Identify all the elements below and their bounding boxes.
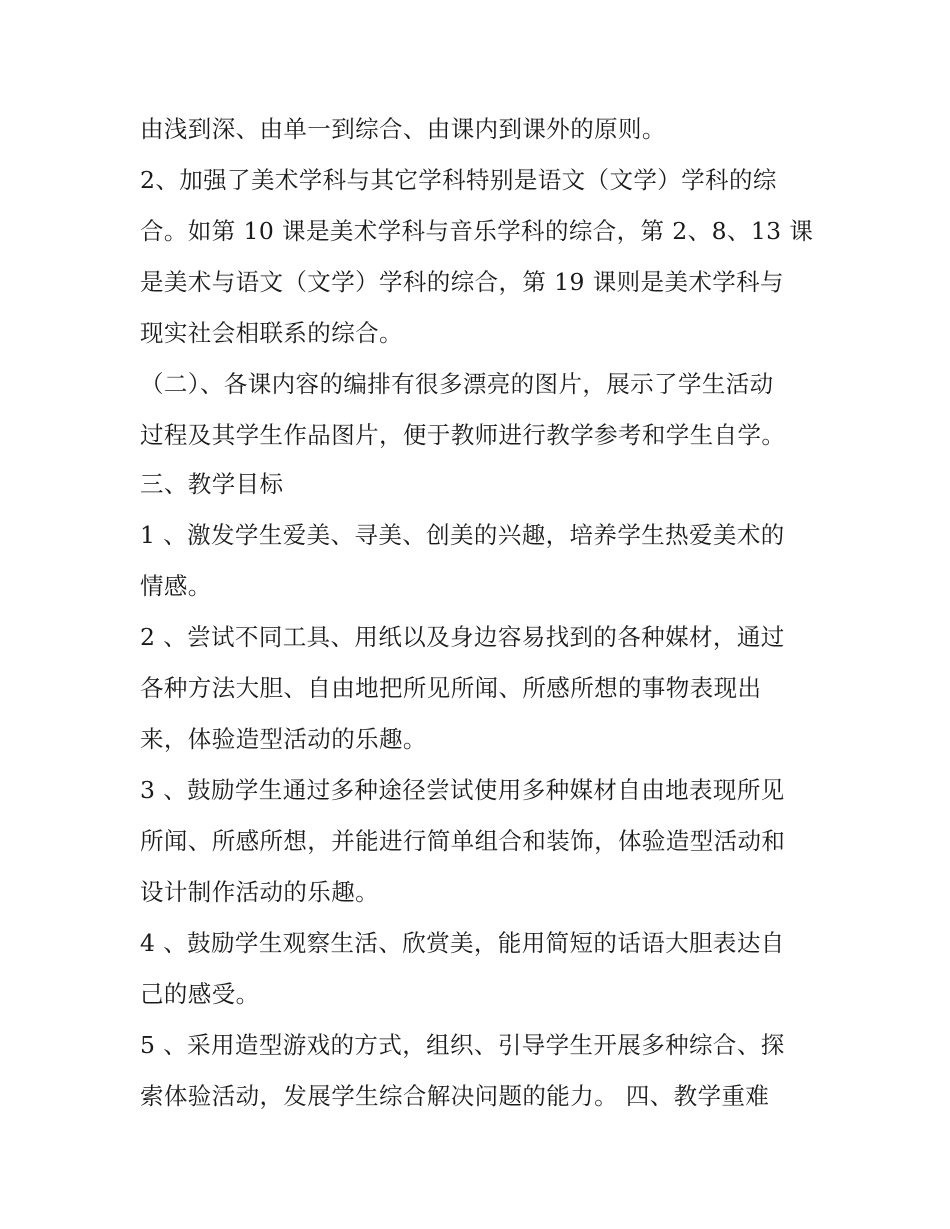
text-line: 4 、鼓励学生观察生活、欣赏美，能用简短的话语大胆表达自 [140, 929, 785, 957]
text-line: 设计制作活动的乐趣。 [140, 878, 379, 906]
text-line: 过程及其学生作品图片，便于教师进行教学参考和学生自学。 [140, 421, 786, 449]
section-heading: 三、教学目标 [140, 470, 284, 498]
text-line: 各种方法大胆、自由地把所见所闻、所感所想的事物表现出 [140, 674, 762, 702]
text-line: 由浅到深、由单一到综合、由课内到课外的原则。 [140, 115, 666, 143]
text-line: 情感。 [140, 572, 212, 600]
text-line: 1 、激发学生爱美、寻美、创美的兴趣，培养学生热爱美术的 [140, 521, 785, 549]
text-line: 2 、尝试不同工具、用纸以及身边容易找到的各种媒材，通过 [140, 623, 785, 651]
text-line: 5 、采用造型游戏的方式，组织、引导学生开展多种综合、探 [140, 1031, 785, 1059]
text-line: 3 、鼓励学生通过多种途径尝试使用多种媒材自由地表现所见 [140, 776, 785, 804]
text-line: 来，体验造型活动的乐趣。 [140, 725, 427, 753]
text-line: （二）、各课内容的编排有很多漂亮的图片，展示了学生活动 [140, 370, 774, 398]
text-line: 己的感受。 [140, 980, 260, 1008]
text-line: 2、加强了美术学科与其它学科特别是语文（文学）学科的综 [140, 166, 777, 194]
text-line: 合。如第 10 课是美术学科与音乐学科的综合，第 2、8、13 课 [140, 217, 814, 245]
text-line: 现实社会相联系的综合。 [140, 319, 403, 347]
text-line: 索体验活动，发展学生综合解决问题的能力。 四、教学重难 [140, 1082, 770, 1110]
text-line: 是美术与语文（文学）学科的综合，第 19 课则是美术学科与 [140, 268, 784, 296]
text-line: 所闻、所感所想，并能进行简单组合和装饰，体验造型活动和 [140, 827, 786, 855]
